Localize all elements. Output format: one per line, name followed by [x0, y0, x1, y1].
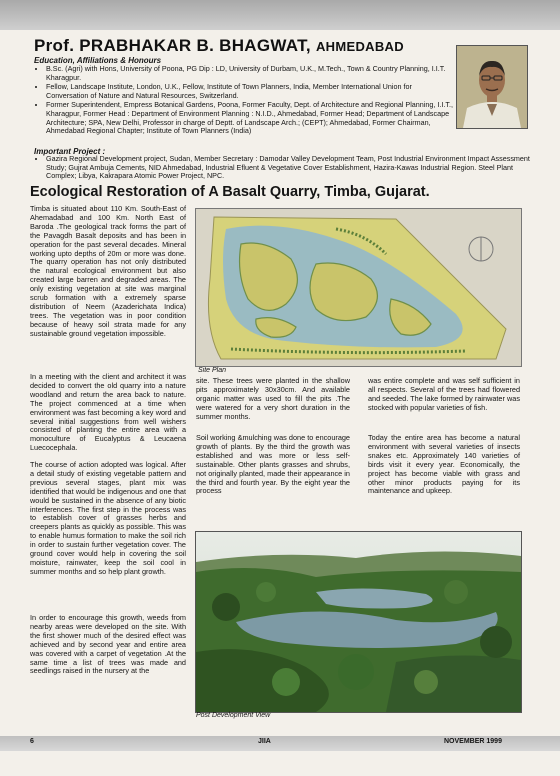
site-plan-caption: Site Plan	[198, 367, 227, 374]
author-name-text: Prof. PRABHAKAR B. BHAGWAT,	[34, 36, 311, 55]
site-plan-image	[195, 208, 522, 367]
list-item: • Gazira Regional Development project, Sudan, Member Secretary : Damodar Valley Development Team, Post Industrial Environment Impact Assessment Study; Gujrat Ambuja Cements, NID Ahmedabad, Industrial Efluent & Vegetative Cover Establishment, Hazira-Kawas Industrial Region. Steel Plant Complex; Libya, Kakrapara Atomic Power Project, NPC.	[46, 155, 536, 181]
author-portrait	[456, 45, 528, 129]
paragraph: Soil working &mulching was done to encourage growth of plants. By the third the growth was established and was more or less self-sustainable. Other plants grasses and shrubs, not originally planted, made their appearance in the third and fourth year. By the eight year the process	[196, 433, 350, 496]
author-name	[34, 36, 404, 56]
paragraph: The course of action adopted was logical. After a detail study of existing vegetable pattern and previous several stages, plant mix was identified that would be indigenous and one that would be sustained in the absence of any biotic interferences. The first step in the process was to establish cover of grasses herbs and creepers plants as quickly as possible. This was to enable humus formation to make the soil rich in order to sustain further vegetation cover. The ground cover would help in covering the soil moisture, rainwater, keep the soil cool in summer months and so help plant growth.	[30, 460, 186, 576]
issue-date: NOVEMBER 1999	[444, 738, 502, 745]
paragraph: Timba is situated about 110 Km. South-East of Ahemadabad and 100 Km. North East of Baroda .The geological track forms the part of the Pavagdh Basalt deposits and has been in operation for the past several decades. Mineral working upto depths of 20m or more was done. The quarry operation has not only distributed the natural ecological environment but also created large barren and degraded areas. The only existing vegetation at site was marginal scrub formation with a extremely sparse distribution of Neem (Azaderichata Indica) trees. The vegetation was in poor condition because of heavy soil strata made for any sustainable ground vegetation impossible.	[30, 204, 186, 338]
journal-name: JIIA	[258, 738, 271, 745]
paragraph: was entire complete and was self sufficient in all respects. Several of the trees had flowered and seeded. The lake formed by rainwater was stocked with popular varieties of fish.	[368, 376, 520, 412]
article-title: Ecological Restoration of A Basalt Quarry, Timba, Gujarat.	[30, 184, 430, 200]
list-item: • B.Sc. (Agri) with Hons, University of Poona, PG Dip : LD, University of Durbam, U.K., M.Tech., Town & Country Planning, I.I.T. Kharagpur.	[46, 65, 456, 82]
top-gray-bar	[0, 0, 560, 30]
paragraph: In order to encourage this growth, weeds from nearby areas were developed on the site. With the first shower much of the desired effect was achieved and by second year and entire area was covered with a carpet of vegetation .At the same time a list of trees was made and seedlings raised in the nursery at the	[30, 613, 186, 676]
paragraph: In a meeting with the client and architect it was decided to convert the old quarry into a nature woodland and return the area back to nature. The project commenced at a time when environment was fast becoming a key word and several initial suggestions from well wishers consisted of planting the entire area with a monoculture of Eucalyptus & Leucaena Luecocephala.	[30, 372, 186, 453]
education-list	[34, 65, 456, 137]
paragraph: Today the entire area has become a natural environment with several varieties of insects snakes etc. Approximately 140 varieties of birds visit it every year. Economically, the project has become viable with grass and other minor products paying for its maintenance and upkeep.	[368, 433, 520, 496]
post-development-caption: Post Development View	[196, 712, 271, 719]
project-list	[34, 155, 536, 182]
author-city: AHMEDABAD	[315, 39, 404, 54]
education-heading: Education, Affiliations & Honours	[34, 56, 162, 65]
list-item: • Former Superintendent, Empress Botanical Gardens, Poona, Former Faculty, Dept. of Architecture and Regional Planning, I.I.T., Kharagpur, Former Head : Department of Environment Planning : N.I.D., Ahmedabad, Former Head; Department of Landscape Architecture; SPA, New Delhi, Professor in charge of Deptt. of Landscape Arch.; (CEPT); Ahmedabad, Former Chairman, Ahmedabad Regional Chapter; Institute of Town Planners (India)	[46, 101, 456, 135]
page-number: 6	[30, 738, 34, 745]
list-item: • Fellow, Landscape Institute, London, U.K., Fellow, Institute of Town Planners, India, Member International Union for Conversation of Nature and Natural Resources, Switzerland.	[46, 83, 456, 100]
post-development-photo	[195, 531, 522, 713]
paragraph: site. These trees were planted in the shallow pits approximately 30x30cm. And available organic matter was used to fill the pits .The were watered for a very short duration in the summer months.	[196, 376, 350, 421]
project-heading: Important Project :	[34, 147, 106, 156]
